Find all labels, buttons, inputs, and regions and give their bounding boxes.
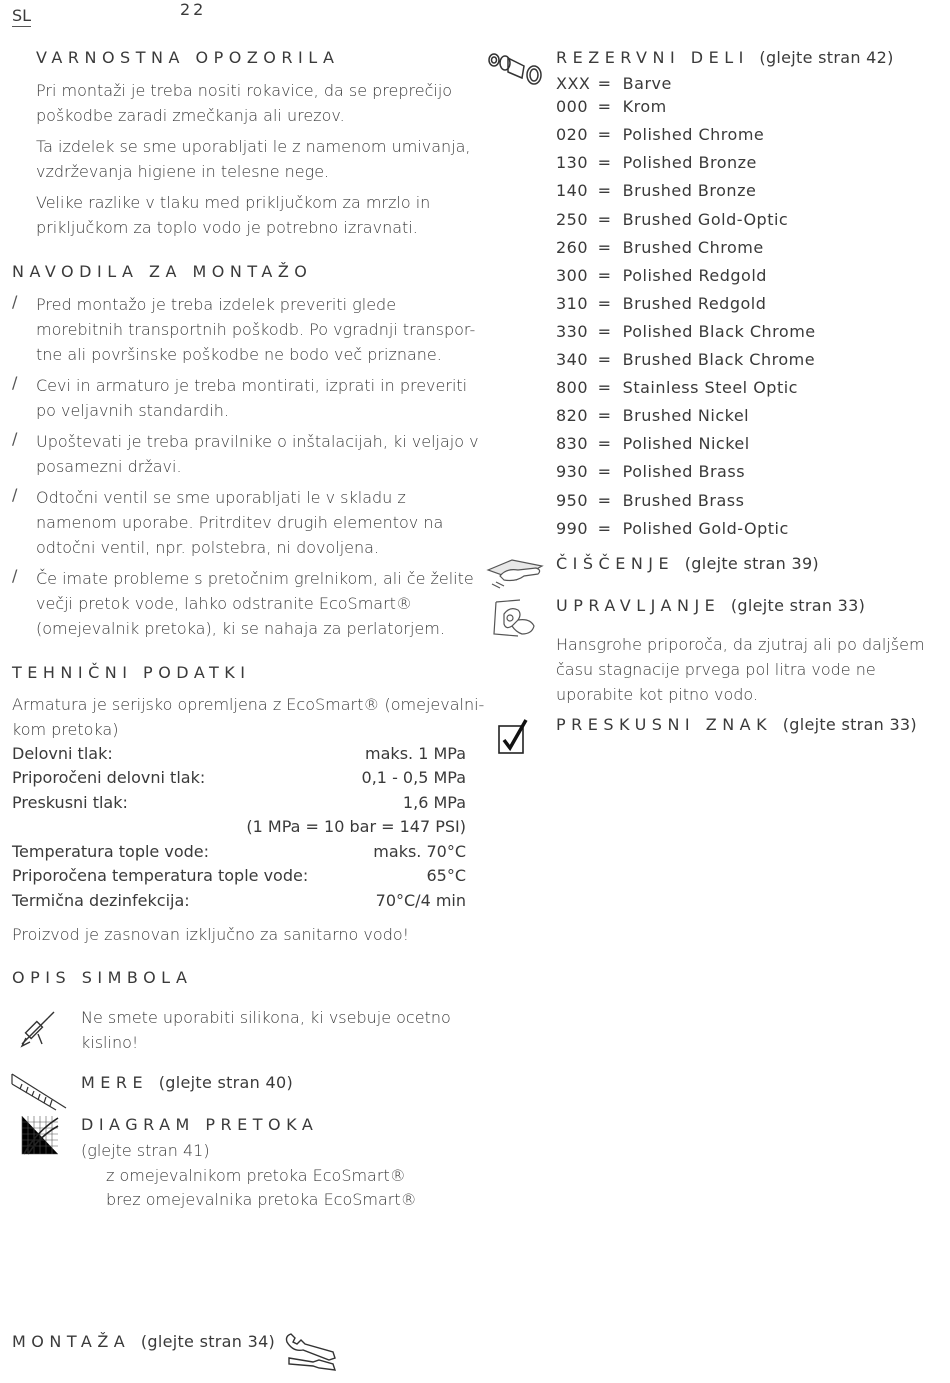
- tech-intro: Armatura je serijsko opremljena z EcoSmart® (omejevalni- kom pretoka): [12, 695, 485, 739]
- color-code-row: [556, 96, 667, 118]
- color-name: Polished Black Chrome: [622, 322, 816, 341]
- color-code-row: [556, 152, 757, 174]
- color-code-row: [556, 433, 750, 455]
- color-code: 000: [556, 97, 589, 116]
- tools-icon: [283, 1332, 339, 1372]
- color-name: Polished Chrome: [622, 125, 765, 144]
- color-code: 950: [556, 491, 589, 510]
- color-code: 020: [556, 125, 589, 144]
- checkbox-checked-icon: [496, 718, 530, 756]
- symbols-heading: OPIS SIMBOLA: [12, 968, 193, 987]
- tech-row: Temperatura tople vode: maks. 70°C: [12, 842, 466, 861]
- operation-heading: UPRAVLJANJE (glejte stran 33): [556, 596, 866, 615]
- diagram-ref: (glejte stran 41): [81, 1141, 210, 1160]
- color-code: 930: [556, 462, 589, 481]
- silicone-warning: Ne smete uporabiti silikona, ki vsebuje ocetno kislino!: [81, 1008, 451, 1052]
- color-code: 820: [556, 406, 589, 425]
- color-name: Krom: [622, 97, 667, 116]
- hansgrohe-note: Hansgrohe priporoča, da zjutraj ali po daljšem času stagnacije prvega pol litra vode ne uporabite kot pitno vodo.: [556, 635, 925, 704]
- color-code-row: [556, 405, 749, 427]
- color-name: Brushed Black Chrome: [622, 350, 816, 369]
- equals-sign: =: [592, 210, 623, 229]
- equals-sign: =: [592, 97, 623, 116]
- equals-sign: =: [592, 266, 623, 285]
- equals-sign: =: [592, 491, 623, 510]
- language-label: SL: [12, 6, 32, 25]
- montaza-heading: MONTAŽA (glejte stran 34): [12, 1332, 276, 1351]
- equals-sign: =: [592, 238, 623, 257]
- color-code-row: [556, 461, 745, 483]
- diagram-line: z omejevalnikom pretoka EcoSmart®: [106, 1166, 406, 1185]
- color-name: Polished Brass: [622, 462, 746, 481]
- cleaning-hand-icon: [486, 556, 546, 592]
- color-name: Brushed Gold-Optic: [622, 210, 789, 229]
- color-code: 800: [556, 378, 589, 397]
- silicone-gun-icon: [18, 1008, 58, 1048]
- equals-sign: =: [592, 434, 623, 453]
- color-code-row: [556, 321, 816, 343]
- color-name: Polished Redgold: [622, 266, 767, 285]
- color-code-row: [556, 490, 744, 512]
- test-mark-heading: PRESKUSNI ZNAK (glejte stran 33): [556, 715, 917, 734]
- equals-sign: =: [592, 378, 623, 397]
- color-code: 830: [556, 434, 589, 453]
- color-code-row: [556, 73, 672, 95]
- color-name: Polished Nickel: [622, 434, 750, 453]
- ruler-icon: [10, 1070, 70, 1112]
- safety-paragraph: Ta izdelek se sme uporabljati le z namenom umivanja, vzdrževanja higiene in telesne nege.: [36, 137, 471, 181]
- instructions-heading: NAVODILA ZA MONTAŽO: [12, 262, 313, 281]
- color-name: Barve: [622, 74, 672, 93]
- equals-sign: =: [592, 74, 623, 93]
- equals-sign: =: [592, 294, 623, 313]
- diagram-heading: DIAGRAM PRETOKA: [81, 1115, 319, 1134]
- safety-heading: VARNOSTNA OPOZORILA: [36, 48, 340, 67]
- tech-heading: TEHNIČNI PODATKI: [12, 663, 251, 682]
- equals-sign: =: [592, 462, 623, 481]
- parts-heading: REZERVNI DELI (glejte stran 42): [556, 48, 894, 67]
- cleaning-heading: ČIŠČENJE (glejte stran 39): [556, 554, 819, 573]
- color-code: 260: [556, 238, 589, 257]
- color-code: 140: [556, 181, 589, 200]
- color-code: XXX: [556, 74, 591, 93]
- flow-diagram-icon: [20, 1114, 60, 1156]
- tech-row: Delovni tlak: maks. 1 MPa: [12, 744, 466, 763]
- color-code-row: [556, 124, 764, 146]
- equals-sign: =: [592, 406, 623, 425]
- color-code: 990: [556, 519, 589, 538]
- color-name: Polished Gold-Optic: [622, 519, 789, 538]
- color-code: 250: [556, 210, 589, 229]
- color-code: 130: [556, 153, 589, 172]
- color-code-row: [556, 209, 788, 231]
- color-code-row: [556, 180, 756, 202]
- tech-note: Proizvod je zasnovan izključno za sanitarno vodo!: [12, 925, 410, 944]
- equals-sign: =: [592, 153, 623, 172]
- color-code-row: [556, 518, 789, 540]
- tech-row: Priporočena temperatura tople vode: 65°C: [12, 866, 466, 885]
- color-code-row: [556, 237, 764, 259]
- color-name: Brushed Brass: [622, 491, 745, 510]
- color-name: Stainless Steel Optic: [622, 378, 798, 397]
- bullet-slash: /: [12, 566, 18, 585]
- equals-sign: =: [592, 181, 623, 200]
- color-code-row: [556, 265, 767, 287]
- color-code: 330: [556, 322, 589, 341]
- color-name: Brushed Bronze: [622, 181, 757, 200]
- color-code-row: [556, 377, 798, 399]
- tech-row: Preskusni tlak: 1,6 MPa: [12, 793, 466, 812]
- mere-heading: MERE (glejte stran 40): [81, 1073, 293, 1092]
- operation-hand-icon: [490, 596, 540, 638]
- color-code-row: [556, 293, 766, 315]
- color-code-row: [556, 349, 815, 371]
- tech-row: Priporočeni delovni tlak: 0,1 - 0,5 MPa: [12, 768, 466, 787]
- bullet-slash: /: [12, 373, 18, 392]
- page-number: 22: [180, 0, 207, 19]
- safety-paragraph: Velike razlike v tlaku med priključkom za mrzlo in priključkom za toplo vodo je potrebno izravnati.: [36, 193, 431, 237]
- color-code: 310: [556, 294, 589, 313]
- color-code: 340: [556, 350, 589, 369]
- bullet-slash: /: [12, 485, 18, 504]
- equals-sign: =: [592, 125, 623, 144]
- safety-paragraph: Pri montaži je treba nositi rokavice, da se preprečijo poškodbe zaradi zmečkanja ali urezov.: [36, 81, 453, 125]
- tech-row: Termična dezinfekcija: 70°C/4 min: [12, 891, 466, 910]
- spare-parts-icon: [486, 48, 546, 88]
- equals-sign: =: [592, 322, 623, 341]
- equals-sign: =: [592, 350, 623, 369]
- equals-sign: =: [592, 519, 623, 538]
- color-name: Brushed Redgold: [622, 294, 767, 313]
- color-name: Polished Bronze: [622, 153, 757, 172]
- color-name: Brushed Nickel: [622, 406, 750, 425]
- diagram-line: brez omejevalnika pretoka EcoSmart®: [106, 1190, 417, 1209]
- bullet-slash: /: [12, 429, 18, 448]
- bullet-slash: /: [12, 292, 18, 311]
- color-name: Brushed Chrome: [622, 238, 764, 257]
- color-code: 300: [556, 266, 589, 285]
